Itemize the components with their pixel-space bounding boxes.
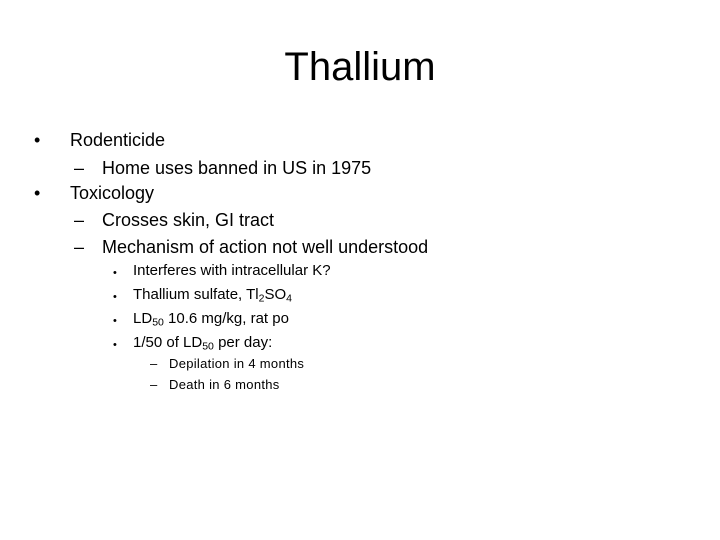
bullet-marker: •: [113, 291, 117, 303]
bullet-text: [133, 333, 272, 353]
slide-title: Thallium: [284, 45, 436, 89]
bullet-marker: •: [113, 339, 117, 351]
bullet-text: [133, 309, 289, 329]
sulfate-prefix: Thallium sulfate, Tl: [133, 286, 259, 303]
sulfate-mid: SO: [264, 286, 287, 303]
ld50-prefix: LD: [133, 310, 153, 327]
bullet-text: Rodenticide: [70, 130, 166, 150]
ld50-subscript: 50: [152, 316, 164, 329]
dash-marker: –: [74, 210, 85, 230]
bullet-marker: •: [113, 267, 117, 279]
bullet-text: Crosses skin, GI tract: [102, 210, 275, 230]
sulfate-subscript-2: 4: [286, 292, 292, 305]
bullet-text: Death in 6 months: [169, 377, 280, 392]
bullet-text: Interferes with intracellular K?: [133, 262, 331, 279]
bullet-text: [133, 285, 292, 305]
bullet-marker: •: [113, 315, 117, 327]
bullet-text: Mechanism of action not well understood: [102, 237, 429, 257]
fraction-subscript: 50: [202, 340, 214, 353]
bullet-marker: •: [34, 183, 41, 203]
bullet-text: Depilation in 4 months: [169, 356, 305, 371]
dash-marker: –: [74, 158, 85, 178]
fraction-prefix: 1/50 of LD: [133, 334, 203, 351]
dash-marker: –: [150, 356, 158, 371]
bullet-marker: •: [34, 130, 41, 150]
bullet-text: Home uses banned in US in 1975: [102, 158, 372, 178]
dash-marker: –: [150, 377, 158, 392]
bullet-text: Toxicology: [70, 183, 155, 203]
sulfate-subscript-1: 2: [258, 292, 265, 305]
ld50-suffix: 10.6 mg/kg, rat po: [163, 310, 289, 327]
dash-marker: –: [74, 237, 85, 257]
fraction-suffix: per day:: [213, 334, 273, 351]
